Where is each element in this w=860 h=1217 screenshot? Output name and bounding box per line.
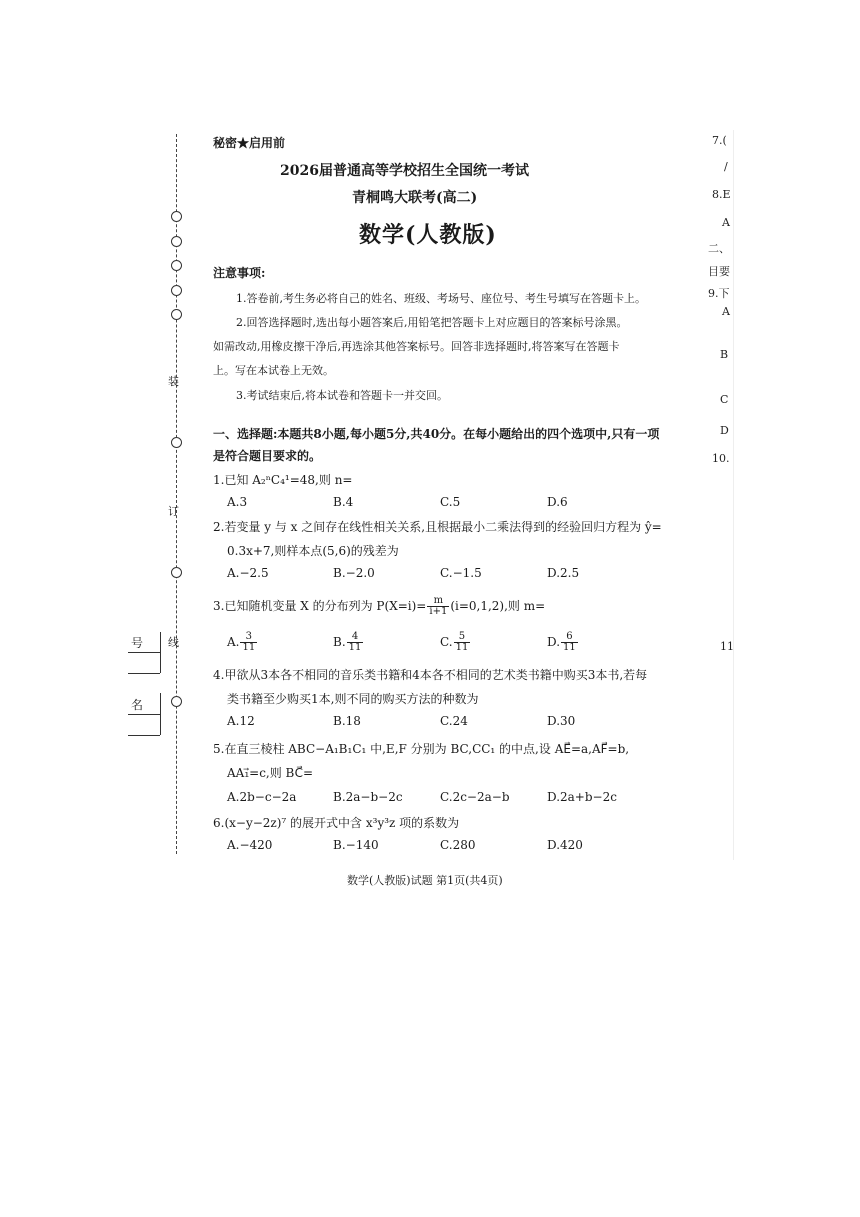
next-page-fragment: A — [722, 305, 730, 318]
notes-item-2-end: 上。写在本试卷上无效。 — [213, 364, 334, 377]
question-2-stem: 2.若变量 y 与 x 之间存在线性相关关系,且根据最小二乘法得到的经验回归方程为 ŷ= — [213, 520, 662, 534]
confidential-mark: 秘密★启用前 — [213, 136, 286, 150]
question-2-option-b[interactable]: B.−2.0 — [333, 566, 375, 580]
question-6-option-a[interactable]: A.−420 — [227, 838, 273, 852]
next-page-fragment: 10. — [712, 452, 730, 465]
question-4-option-c[interactable]: C.24 — [440, 714, 468, 728]
question-1-option-c[interactable]: C.5 — [440, 495, 461, 509]
notes-item-3: 3.考试结束后,将本试卷和答题卡一并交回。 — [236, 389, 448, 402]
question-6-stem: 6.(x−y−2z)⁷ 的展开式中含 x³y³z 项的系数为 — [213, 816, 460, 830]
question-4-stem-cont: 类书籍至少购买1本,则不同的购买方法的种数为 — [227, 692, 479, 706]
question-3-option-a[interactable]: A. $\frac{3}{11}$ — [227, 631, 256, 653]
question-2-option-c[interactable]: C.−1.5 — [440, 566, 482, 580]
binding-hole — [171, 260, 182, 271]
question-5-option-c[interactable]: C.2c−2a−b — [440, 790, 510, 804]
question-5-option-b[interactable]: B.2a−b−2c — [333, 790, 403, 804]
binding-hole — [171, 211, 182, 222]
question-3-option-d[interactable]: D. $\frac{6}{11}$ — [547, 631, 576, 653]
question-6-option-d[interactable]: D.420 — [547, 838, 583, 852]
next-page-fragment: C — [720, 393, 729, 406]
question-4-option-d[interactable]: D.30 — [547, 714, 576, 728]
question-2-stem-cont: 0.3x+7,则样本点(5,6)的残差为 — [227, 544, 399, 558]
exam-title: 2026届普通高等学校招生全国统一考试 — [280, 163, 529, 179]
binding-hole — [171, 236, 182, 247]
student-name-label: 名 — [131, 698, 144, 712]
exam-subtitle: 青桐鸣大联考(高二) — [352, 190, 478, 206]
next-page-edge — [733, 130, 734, 860]
next-page-fragment: B — [720, 348, 729, 361]
question-6-option-c[interactable]: C.280 — [440, 838, 476, 852]
question-3-stem — [213, 596, 545, 617]
question-4-stem: 4.甲欲从3本各不相同的音乐类书籍和4本各不相同的艺术类书籍中购买3本书,若每 — [213, 668, 648, 682]
question-3-stem-post: (i=0,1,2),则 m= — [450, 599, 546, 613]
binding-char-zhuang: 装 — [168, 375, 179, 388]
page-footer: 数学(人教版)试题 第1页(共4页) — [347, 874, 503, 887]
question-1-option-b[interactable]: B.4 — [333, 495, 354, 509]
question-5-option-d[interactable]: D.2a+b−2c — [547, 790, 617, 804]
question-5-option-a[interactable]: A.2b−c−2a — [227, 790, 297, 804]
question-3-option-c[interactable]: C. $\frac{5}{11}$ — [440, 631, 469, 653]
section-1-heading: 一、选择题:本题共8小题,每小题5分,共40分。在每小题给出的四个选项中,只有一项 — [213, 427, 660, 441]
question-1-stem: 1.已知 A₂ⁿC₄¹=48,则 n= — [213, 473, 353, 487]
next-page-fragment: 9.下 — [708, 287, 730, 300]
notes-title: 注意事项: — [213, 266, 266, 280]
notes-item-2-cont: 如需改动,用橡皮擦干净后,再选涂其他答案标号。回答非选择题时,将答案写在答题卡 — [213, 340, 620, 353]
question-6-option-b[interactable]: B.−140 — [333, 838, 379, 852]
next-page-fragment: / — [724, 160, 728, 173]
question-2-option-a[interactable]: A.−2.5 — [227, 566, 269, 580]
binding-hole — [171, 309, 182, 320]
student-name-line — [128, 735, 160, 736]
binding-hole — [171, 285, 182, 296]
student-number-line — [128, 652, 160, 653]
section-1-heading-cont: 是符合题目要求的。 — [213, 449, 322, 463]
question-5-stem: 5.在直三棱柱 ABC−A₁B₁C₁ 中,E,F 分别为 BC,CC₁ 的中点,设 AE⃗=a,AF⃗=b, — [213, 742, 630, 756]
student-name-box-edge — [160, 693, 161, 735]
next-page-fragment: A — [722, 216, 730, 229]
next-page-fragment: 7.( — [712, 134, 727, 147]
binding-hole — [171, 696, 182, 707]
next-page-fragment: 二、 — [708, 242, 730, 255]
notes-item-1: 1.答卷前,考生务必将自己的姓名、班级、考场号、座位号、考生号填写在答题卡上。 — [236, 292, 646, 305]
student-number-line — [128, 673, 160, 674]
binding-char-xian: 线 — [168, 636, 179, 649]
question-3-option-b[interactable]: B. $\frac{4}{11}$ — [333, 631, 362, 653]
binding-hole — [171, 567, 182, 578]
student-number-box-edge — [160, 632, 161, 673]
question-1-option-d[interactable]: D.6 — [547, 495, 568, 509]
next-page-fragment: D — [720, 424, 729, 437]
question-5-stem-cont: AA₁⃗=c,则 BC⃗= — [227, 766, 314, 780]
subject-title: 数学(人教版) — [359, 222, 497, 248]
next-page-fragment: 8.E — [712, 188, 731, 201]
binding-char-ding: 订 — [168, 505, 179, 518]
question-1-option-a[interactable]: A.3 — [227, 495, 248, 509]
next-page-fragment: 11 — [720, 640, 734, 653]
question-4-option-b[interactable]: B.18 — [333, 714, 361, 728]
binding-hole — [171, 437, 182, 448]
question-3-stem-pre: 3.已知随机变量 X 的分布列为 P(X=i)= — [213, 599, 427, 613]
question-2-option-d[interactable]: D.2.5 — [547, 566, 580, 580]
notes-item-2: 2.回答选择题时,选出每小题答案后,用铅笔把答题卡上对应题目的答案标号涂黑。 — [236, 316, 628, 329]
question-3-fraction: $\frac{m}{i+1}$ — [429, 595, 448, 617]
next-page-fragment: 目要 — [708, 265, 730, 278]
question-4-option-a[interactable]: A.12 — [227, 714, 255, 728]
student-name-line — [128, 714, 160, 715]
student-number-label: 号 — [131, 636, 144, 650]
